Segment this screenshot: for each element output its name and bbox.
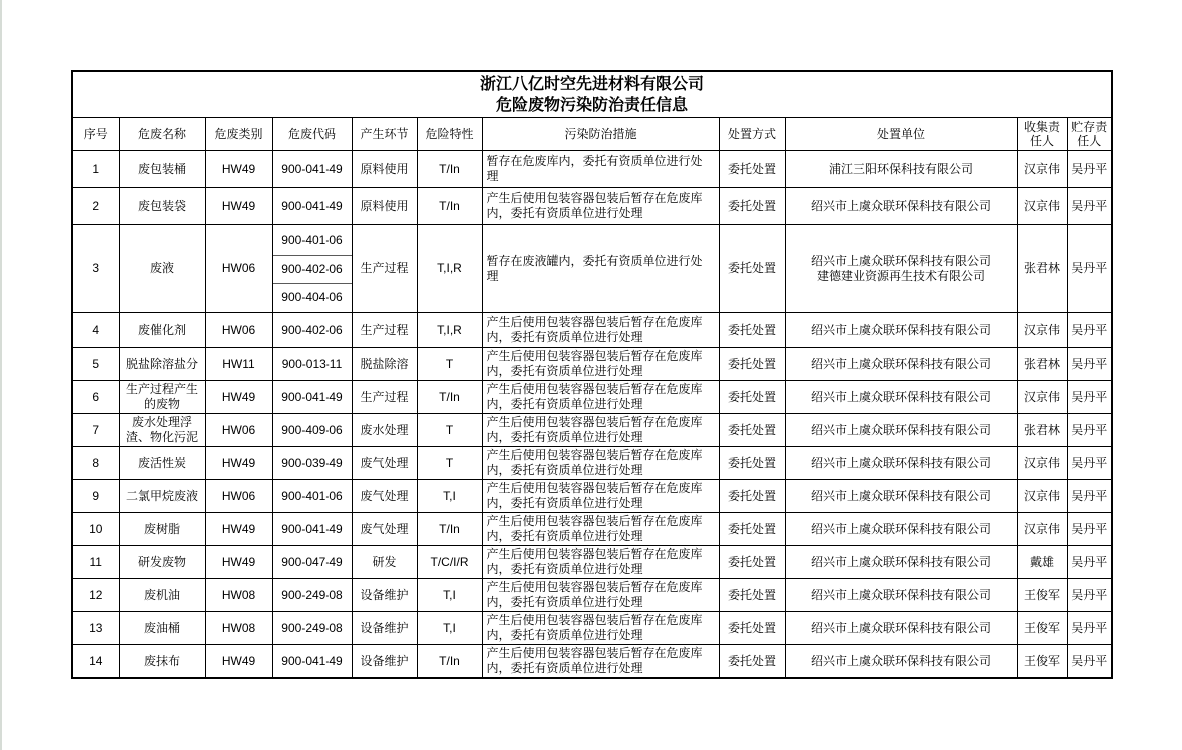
column-header-category: 危废类别 [205,118,272,151]
disposal-unit-name: 绍兴市上虞众联环保科技有限公司 [810,253,991,268]
cell-stage: 废水处理 [352,414,417,447]
cell-waste-name: 生产过程产生的废物 [119,381,205,414]
cell-disposal-method: 委托处置 [719,381,785,414]
cell-waste-code: 900-249-08 [272,612,352,645]
cell-waste-code: 900-041-49 [272,513,352,546]
cell-disposal-unit [785,513,1017,546]
cell-waste-name: 废水处理浮渣、物化污泥 [119,414,205,447]
cell-stage: 生产过程 [352,313,417,348]
cell-category: HW08 [205,579,272,612]
cell-serial: 7 [72,414,119,447]
cell-keeper: 吴丹平 [1067,381,1112,414]
cell-stage: 设备维护 [352,579,417,612]
cell-category: HW06 [205,225,272,313]
cell-serial: 9 [72,480,119,513]
cell-disposal-method: 委托处置 [719,348,785,381]
table-title-row [72,71,1112,118]
cell-collector: 汉京伟 [1017,151,1067,188]
cell-serial: 12 [72,579,119,612]
cell-stage: 研发 [352,546,417,579]
cell-disposal-method: 委托处置 [719,447,785,480]
disposal-unit-name: 绍兴市上虞众联环保科技有限公司 [810,620,991,635]
cell-keeper: 吴丹平 [1067,313,1112,348]
cell-hazard: T [417,348,482,381]
cell-waste-code: 900-041-49 [272,151,352,188]
cell-category: HW06 [205,313,272,348]
cell-collector: 戴雄 [1017,546,1067,579]
column-header-measure: 污染防治措施 [482,118,719,151]
cell-disposal-method: 委托处置 [719,645,785,679]
cell-category: HW11 [205,348,272,381]
cell-keeper: 吴丹平 [1067,414,1112,447]
hazardous-waste-table-container [71,70,1113,679]
waste-code-item: 900-401-06 [281,233,343,247]
cell-waste-code: 900-041-49 [272,381,352,414]
cell-hazard: T [417,447,482,480]
table-row [72,579,1112,612]
cell-serial: 14 [72,645,119,679]
cell-waste-name: 废油桶 [119,612,205,645]
column-header-hazard: 危险特性 [417,118,482,151]
table-row [72,480,1112,513]
cell-collector: 张君林 [1017,225,1067,313]
column-header-disposal-method: 处置方式 [719,118,785,151]
cell-measure: 暂存在危废库内，委托有资质单位进行处理 [482,151,719,188]
cell-waste-code: 900-013-11 [272,348,352,381]
cell-keeper: 吴丹平 [1067,612,1112,645]
cell-disposal-unit [785,188,1017,225]
cell-collector: 汉京伟 [1017,480,1067,513]
disposal-unit-name: 绍兴市上虞众联环保科技有限公司 [810,389,991,404]
cell-category: HW49 [205,188,272,225]
cell-waste-name: 废包装袋 [119,188,205,225]
cell-waste-name: 废树脂 [119,513,205,546]
cell-collector: 汉京伟 [1017,381,1067,414]
cell-stage: 设备维护 [352,612,417,645]
cell-stage: 原料使用 [352,151,417,188]
table-row [72,151,1112,188]
cell-category: HW49 [205,381,272,414]
cell-hazard: T [417,414,482,447]
column-header-collector: 收集责任人 [1017,118,1067,151]
disposal-unit-name: 绍兴市上虞众联环保科技有限公司 [810,653,991,668]
waste-code-item: 900-402-06 [273,255,352,283]
cell-measure: 产生后使用包装容器包装后暂存在危废库内，委托有资质单位进行处理 [482,546,719,579]
cell-measure: 产生后使用包装容器包装后暂存在危废库内，委托有资质单位进行处理 [482,414,719,447]
cell-hazard: T,I [417,579,482,612]
cell-waste-name: 研发废物 [119,546,205,579]
cell-hazard: T/C/I/R [417,546,482,579]
cell-hazard: T/In [417,381,482,414]
cell-serial: 6 [72,381,119,414]
cell-stage: 废气处理 [352,447,417,480]
cell-stage: 废气处理 [352,480,417,513]
cell-disposal-method: 委托处置 [719,579,785,612]
waste-code-item: 900-404-06 [273,283,352,311]
cell-keeper: 吴丹平 [1067,645,1112,679]
cell-measure: 产生后使用包装容器包装后暂存在危废库内，委托有资质单位进行处理 [482,381,719,414]
cell-category: HW49 [205,513,272,546]
cell-disposal-method: 委托处置 [719,313,785,348]
cell-disposal-method: 委托处置 [719,480,785,513]
cell-keeper: 吴丹平 [1067,513,1112,546]
cell-measure: 产生后使用包装容器包装后暂存在危废库内，委托有资质单位进行处理 [482,645,719,679]
cell-category: HW49 [205,546,272,579]
cell-serial: 13 [72,612,119,645]
cell-waste-code: 900-047-49 [272,546,352,579]
cell-waste-code: 900-409-06 [272,414,352,447]
cell-waste-code: 900-041-49 [272,188,352,225]
disposal-unit-name: 绍兴市上虞众联环保科技有限公司 [810,488,991,503]
cell-collector: 王俊军 [1017,612,1067,645]
cell-collector: 王俊军 [1017,579,1067,612]
cell-waste-code: 900-402-06 [272,313,352,348]
cell-keeper: 吴丹平 [1067,348,1112,381]
cell-serial: 8 [72,447,119,480]
cell-measure: 产生后使用包装容器包装后暂存在危废库内，委托有资质单位进行处理 [482,188,719,225]
cell-serial: 2 [72,188,119,225]
cell-hazard: T/In [417,188,482,225]
cell-disposal-unit [785,645,1017,679]
cell-collector: 张君林 [1017,414,1067,447]
cell-disposal-method: 委托处置 [719,225,785,313]
cell-waste-name: 废活性炭 [119,447,205,480]
cell-serial: 10 [72,513,119,546]
disposal-unit-name: 绍兴市上虞众联环保科技有限公司 [810,322,991,337]
cell-stage: 生产过程 [352,381,417,414]
cell-waste-name: 废包装桶 [119,151,205,188]
cell-disposal-method: 委托处置 [719,546,785,579]
cell-waste-code: 900-039-49 [272,447,352,480]
table-row [72,188,1112,225]
table-row [72,313,1112,348]
cell-keeper: 吴丹平 [1067,480,1112,513]
disposal-unit-name: 绍兴市上虞众联环保科技有限公司 [810,554,991,569]
cell-category: HW06 [205,480,272,513]
cell-collector: 王俊军 [1017,645,1067,679]
cell-serial: 5 [72,348,119,381]
table-row [72,546,1112,579]
cell-collector: 张君林 [1017,348,1067,381]
disposal-unit-name: 绍兴市上虞众联环保科技有限公司 [810,356,991,371]
cell-waste-name: 二氯甲烷废液 [119,480,205,513]
cell-disposal-unit [785,225,1017,313]
column-header-stage: 产生环节 [352,118,417,151]
cell-keeper: 吴丹平 [1067,447,1112,480]
disposal-unit-name: 绍兴市上虞众联环保科技有限公司 [810,455,991,470]
cell-waste-code: 900-041-49 [272,645,352,679]
cell-disposal-unit [785,151,1017,188]
table-row [72,447,1112,480]
cell-waste-name: 废机油 [119,579,205,612]
cell-category: HW08 [205,612,272,645]
disposal-unit-name: 浦江三阳环保科技有限公司 [828,161,973,176]
document-title: 危险废物污染防治责任信息 [495,97,688,114]
cell-measure: 产生后使用包装容器包装后暂存在危废库内，委托有资质单位进行处理 [482,313,719,348]
cell-waste-code: 900-401-06 [272,480,352,513]
disposal-unit-name: 绍兴市上虞众联环保科技有限公司 [810,521,991,536]
table-row [72,381,1112,414]
cell-waste-name: 脱盐除溶盐分 [119,348,205,381]
table-row [72,414,1112,447]
cell-category: HW49 [205,447,272,480]
cell-measure: 产生后使用包装容器包装后暂存在危废库内，委托有资质单位进行处理 [482,447,719,480]
disposal-unit-name: 绍兴市上虞众联环保科技有限公司 [810,422,991,437]
cell-category: HW49 [205,151,272,188]
cell-serial: 3 [72,225,119,313]
cell-collector: 汉京伟 [1017,188,1067,225]
cell-category: HW06 [205,414,272,447]
cell-collector: 汉京伟 [1017,447,1067,480]
cell-disposal-method: 委托处置 [719,414,785,447]
cell-measure: 产生后使用包装容器包装后暂存在危废库内，委托有资质单位进行处理 [482,348,719,381]
cell-hazard: T,I [417,480,482,513]
cell-stage: 设备维护 [352,645,417,679]
hazardous-waste-responsibility-table [71,70,1113,679]
table-header-row [72,118,1112,151]
cell-measure: 产生后使用包装容器包装后暂存在危废库内，委托有资质单位进行处理 [482,579,719,612]
table-row [72,645,1112,679]
window-left-edge [0,0,2,750]
column-header-serial: 序号 [72,118,119,151]
cell-measure: 暂存在废液罐内，委托有资质单位进行处理 [482,225,719,313]
cell-waste-code [272,225,352,313]
table-row [72,612,1112,645]
cell-disposal-unit [785,348,1017,381]
column-header-keeper: 贮存责任人 [1067,118,1112,151]
table-title-cell [72,71,1112,118]
cell-serial: 1 [72,151,119,188]
cell-waste-code: 900-249-08 [272,579,352,612]
cell-hazard: T/In [417,513,482,546]
cell-disposal-method: 委托处置 [719,188,785,225]
cell-collector: 汉京伟 [1017,513,1067,546]
cell-disposal-method: 委托处置 [719,151,785,188]
cell-hazard: T,I [417,612,482,645]
cell-hazard: T,I,R [417,313,482,348]
cell-measure: 产生后使用包装容器包装后暂存在危废库内，委托有资质单位进行处理 [482,480,719,513]
table-row [72,513,1112,546]
table-row [72,348,1112,381]
cell-disposal-unit [785,414,1017,447]
cell-stage: 生产过程 [352,225,417,313]
cell-disposal-unit [785,313,1017,348]
cell-keeper: 吴丹平 [1067,225,1112,313]
disposal-unit-name: 绍兴市上虞众联环保科技有限公司 [810,587,991,602]
disposal-unit-name: 建德建业资源再生技术有限公司 [816,268,985,283]
cell-disposal-unit [785,612,1017,645]
cell-disposal-method: 委托处置 [719,513,785,546]
table-row [72,225,1112,313]
cell-keeper: 吴丹平 [1067,546,1112,579]
cell-hazard: T/In [417,645,482,679]
cell-disposal-unit [785,546,1017,579]
cell-serial: 11 [72,546,119,579]
cell-hazard: T,I,R [417,225,482,313]
cell-stage: 脱盐除溶 [352,348,417,381]
cell-stage: 废气处理 [352,513,417,546]
cell-category: HW49 [205,645,272,679]
cell-keeper: 吴丹平 [1067,188,1112,225]
cell-disposal-method: 委托处置 [719,612,785,645]
cell-hazard: T/In [417,151,482,188]
cell-disposal-unit [785,579,1017,612]
disposal-unit-name: 绍兴市上虞众联环保科技有限公司 [810,198,991,213]
cell-keeper: 吴丹平 [1067,151,1112,188]
cell-measure: 产生后使用包装容器包装后暂存在危废库内，委托有资质单位进行处理 [482,513,719,546]
cell-keeper: 吴丹平 [1067,579,1112,612]
column-header-disposal-unit: 处置单位 [785,118,1017,151]
column-header-code: 危废代码 [272,118,352,151]
cell-serial: 4 [72,313,119,348]
cell-waste-name: 废催化剂 [119,313,205,348]
cell-disposal-unit [785,447,1017,480]
cell-measure: 产生后使用包装容器包装后暂存在危废库内，委托有资质单位进行处理 [482,612,719,645]
cell-waste-name: 废液 [119,225,205,313]
cell-disposal-unit [785,480,1017,513]
company-name-title: 浙江八亿时空先进材料有限公司 [479,76,704,93]
cell-stage: 原料使用 [352,188,417,225]
column-header-waste-name: 危废名称 [119,118,205,151]
cell-disposal-unit [785,381,1017,414]
cell-collector: 汉京伟 [1017,313,1067,348]
cell-waste-name: 废抹布 [119,645,205,679]
